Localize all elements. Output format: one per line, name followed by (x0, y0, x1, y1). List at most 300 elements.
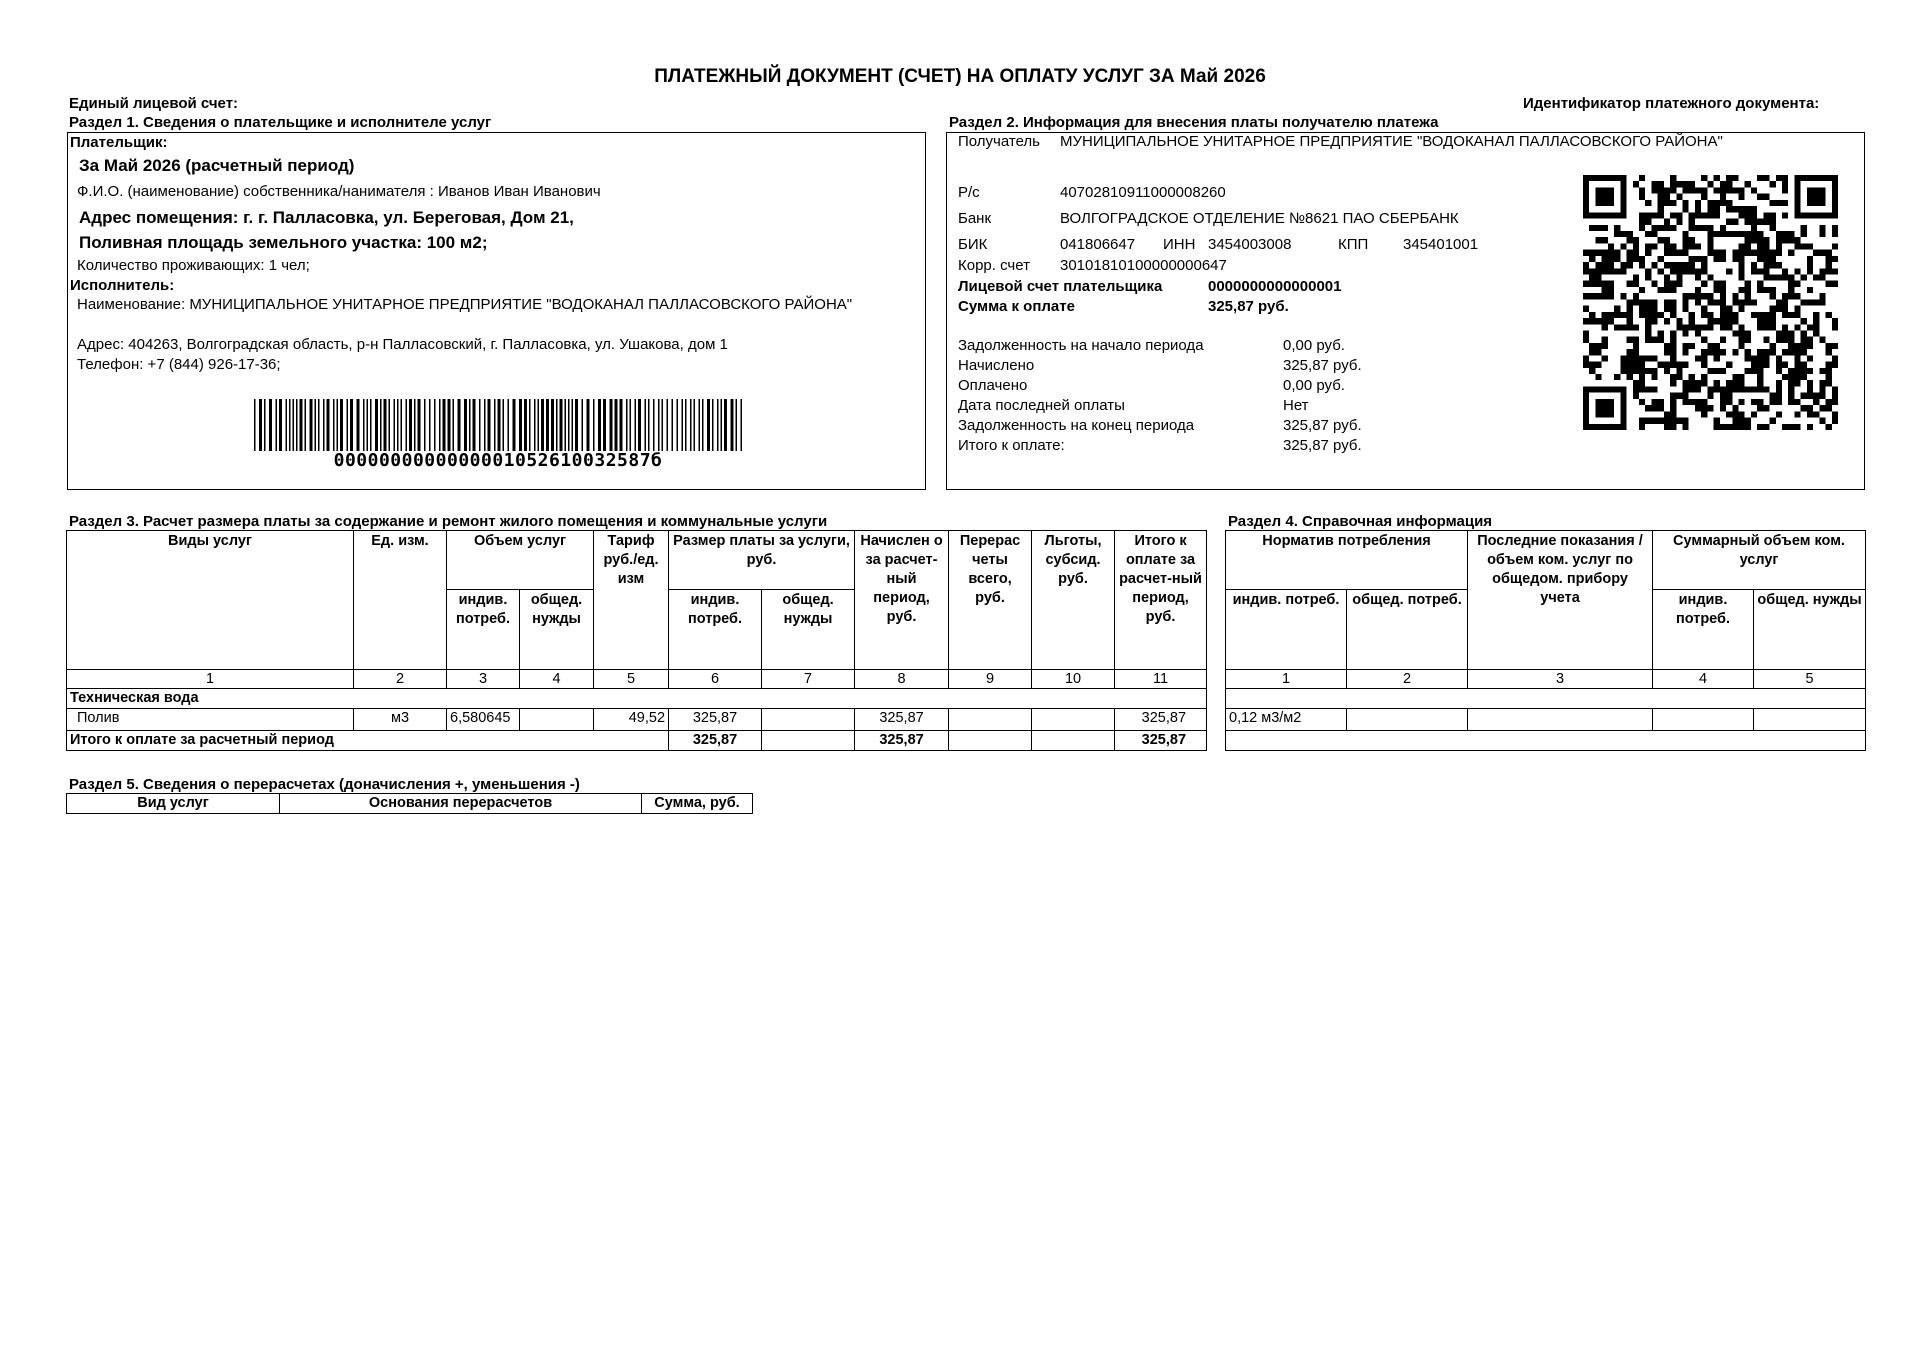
qr-module (1602, 355, 1608, 361)
qr-module (1608, 399, 1614, 405)
barcode-bar (458, 399, 461, 451)
payer-account-value: 0000000000000001 (1208, 278, 1342, 295)
charges-table (66, 530, 1207, 751)
qr-module (1726, 268, 1732, 274)
section3-title: Раздел 3. Расчет размера платы за содержание и ремонт жилого помещения и коммунальные услуги (69, 513, 828, 530)
qr-module (1776, 362, 1782, 368)
qr-module (1788, 393, 1794, 399)
qr-module (1782, 268, 1788, 274)
qr-module (1757, 250, 1763, 256)
qr-module (1757, 219, 1763, 225)
qr-module (1720, 368, 1726, 374)
qr-module (1664, 237, 1670, 243)
qr-module (1670, 200, 1676, 206)
qr-module (1689, 343, 1695, 349)
qr-module (1819, 405, 1825, 411)
qr-module (1583, 306, 1589, 312)
barcode-bar (662, 399, 664, 451)
payer-label: Плательщик: (70, 134, 168, 151)
qr-module (1689, 237, 1695, 243)
qr-module (1627, 318, 1633, 324)
qr-module (1620, 324, 1626, 330)
qr-module (1583, 318, 1589, 324)
qr-module (1645, 243, 1651, 249)
qr-module (1664, 281, 1670, 287)
qr-module (1651, 212, 1657, 218)
totals-total: 325,87 (1115, 731, 1207, 751)
qr-module (1757, 380, 1763, 386)
qr-module (1757, 424, 1763, 430)
qr-module (1683, 237, 1689, 243)
qr-module (1732, 424, 1738, 430)
qr-module (1602, 175, 1608, 181)
qr-module (1614, 268, 1620, 274)
qr-module (1738, 418, 1744, 424)
qr-module (1639, 418, 1645, 424)
qr-module (1763, 243, 1769, 249)
qr-module (1776, 411, 1782, 417)
qr-module (1782, 374, 1788, 380)
qr-module (1695, 399, 1701, 405)
qr-module (1595, 275, 1601, 281)
recalc-service-header: Вид услуг (67, 794, 280, 814)
qr-module (1707, 318, 1713, 324)
qr-module (1788, 275, 1794, 281)
qr-module (1732, 293, 1738, 299)
qr-module (1670, 405, 1676, 411)
qr-module (1813, 411, 1819, 417)
paid-label: Оплачено (958, 377, 1028, 394)
qr-module (1707, 206, 1713, 212)
barcode-bar (538, 399, 540, 451)
qr-module (1770, 306, 1776, 312)
qr-module (1645, 330, 1651, 336)
debt-start-label: Задолженность на начало периода (958, 337, 1204, 354)
qr-module (1695, 299, 1701, 305)
qr-module (1583, 175, 1589, 181)
qr-module (1595, 411, 1601, 417)
qr-module (1738, 411, 1744, 417)
qr-module (1794, 268, 1800, 274)
qr-module (1720, 299, 1726, 305)
qr-module (1819, 200, 1825, 206)
qr-module (1763, 337, 1769, 343)
qr-module (1614, 175, 1620, 181)
qr-module (1763, 424, 1769, 430)
qr-module (1689, 318, 1695, 324)
qr-module (1658, 312, 1664, 318)
qr-module (1595, 175, 1601, 181)
qr-module (1738, 424, 1744, 430)
qr-module (1589, 424, 1595, 430)
qr-module (1595, 262, 1601, 268)
barcode-bar (333, 399, 335, 451)
qr-module (1670, 374, 1676, 380)
qr-module (1620, 393, 1626, 399)
qr-module (1788, 250, 1794, 256)
barcode-bar (296, 399, 298, 451)
barcode-bar (568, 399, 570, 451)
qr-module (1639, 225, 1645, 231)
qr-module (1788, 424, 1794, 430)
barcode-bar (337, 399, 339, 451)
qr-module (1620, 231, 1626, 237)
row-charged: 325,87 (855, 709, 949, 731)
qr-module (1664, 418, 1670, 424)
qr-module (1651, 418, 1657, 424)
col-number: 1 (67, 670, 354, 689)
qr-module (1589, 250, 1595, 256)
barcode-bar (375, 399, 378, 451)
qr-module (1757, 256, 1763, 262)
barcode-bar (323, 399, 325, 451)
qr-module (1620, 386, 1626, 392)
qr-module (1738, 324, 1744, 330)
totals-charged: 325,87 (855, 731, 949, 751)
barcode-bar (264, 399, 266, 451)
qr-module (1738, 194, 1744, 200)
qr-module (1801, 275, 1807, 281)
qr-module (1826, 262, 1832, 268)
qr-module (1676, 219, 1682, 225)
qr-module (1807, 411, 1813, 417)
qr-module (1608, 293, 1614, 299)
qr-module (1595, 200, 1601, 206)
qr-module (1695, 287, 1701, 293)
qr-module (1701, 262, 1707, 268)
premises-address: Адрес помещения: г. г. Палласовка, ул. Береговая, Дом 21, (79, 208, 574, 227)
qr-module (1670, 225, 1676, 231)
qr-module (1583, 411, 1589, 417)
qr-module (1813, 399, 1819, 405)
qr-module (1751, 268, 1757, 274)
section2-title: Раздел 2. Информация для внесения платы получателю платежа (949, 114, 1439, 131)
qr-module (1726, 362, 1732, 368)
qr-module (1826, 281, 1832, 287)
qr-module (1745, 219, 1751, 225)
qr-module (1608, 187, 1614, 193)
qr-module (1807, 393, 1813, 399)
qr-module (1583, 399, 1589, 405)
qr-module (1664, 287, 1670, 293)
qr-module (1614, 324, 1620, 330)
barcode-bar (289, 399, 291, 451)
qr-module (1782, 349, 1788, 355)
qr-module (1776, 330, 1782, 336)
barcode-bar (667, 399, 669, 451)
qr-module (1670, 418, 1676, 424)
barcode-bar (560, 399, 563, 451)
qr-module (1776, 175, 1782, 181)
qr-module (1770, 287, 1776, 293)
qr-module (1583, 281, 1589, 287)
qr-module (1683, 206, 1689, 212)
barcode-bar (363, 399, 365, 451)
qr-module (1583, 424, 1589, 430)
qr-module (1776, 337, 1782, 343)
qr-module (1745, 330, 1751, 336)
qr-module (1595, 318, 1601, 324)
qr-module (1627, 281, 1633, 287)
qr-module (1745, 386, 1751, 392)
barcode-bar (685, 399, 687, 451)
totals-recalc (949, 731, 1032, 751)
qr-module (1676, 262, 1682, 268)
qr-module (1627, 374, 1633, 380)
qr-module (1620, 175, 1626, 181)
barcode-bar (448, 399, 451, 451)
qr-module (1751, 312, 1757, 318)
col-recalc-header: Перерас четы всего, руб. (949, 531, 1032, 670)
qr-module (1807, 380, 1813, 386)
qr-module (1763, 318, 1769, 324)
qr-module (1670, 399, 1676, 405)
qr-module (1782, 237, 1788, 243)
qr-module (1788, 337, 1794, 343)
row-unit: м3 (354, 709, 447, 731)
qr-module (1745, 293, 1751, 299)
qr-module (1738, 299, 1744, 305)
qr-module (1583, 393, 1589, 399)
qr-module (1782, 306, 1788, 312)
barcode-bar (279, 399, 282, 451)
qr-module (1689, 187, 1695, 193)
qr-module (1763, 175, 1769, 181)
qr-module (1645, 312, 1651, 318)
qr-module (1689, 293, 1695, 299)
qr-module (1651, 368, 1657, 374)
barcode-bar (546, 399, 549, 451)
qr-module (1695, 330, 1701, 336)
qr-module (1782, 312, 1788, 318)
qr-module (1832, 200, 1838, 206)
qr-module (1683, 250, 1689, 256)
qr-module (1683, 418, 1689, 424)
qr-module (1801, 393, 1807, 399)
qr-module (1651, 355, 1657, 361)
qr-module (1683, 386, 1689, 392)
barcode-bar (305, 399, 307, 451)
qr-module (1651, 243, 1657, 249)
qr-module (1664, 411, 1670, 417)
qr-module (1714, 187, 1720, 193)
qr-module (1757, 281, 1763, 287)
qr-module (1826, 312, 1832, 318)
qr-module (1595, 405, 1601, 411)
qr-module (1732, 386, 1738, 392)
qr-module (1602, 343, 1608, 349)
qr-module (1602, 312, 1608, 318)
sum-volume-header: Суммарный объем ком. услуг (1653, 531, 1866, 590)
qr-module (1720, 312, 1726, 318)
qr-module (1602, 424, 1608, 430)
qr-module (1633, 337, 1639, 343)
qr-code-image (1583, 175, 1838, 430)
qr-module (1807, 355, 1813, 361)
qr-module (1776, 393, 1782, 399)
qr-module (1807, 194, 1813, 200)
qr-module (1683, 268, 1689, 274)
kpp-label: КПП (1338, 236, 1369, 253)
norm-indiv-header: индив. потреб. (1226, 590, 1347, 670)
barcode-bar (397, 399, 399, 451)
qr-module (1826, 212, 1832, 218)
qr-module (1589, 225, 1595, 231)
col-tariff-header: Тариф руб./ед. изм (594, 531, 669, 670)
debt-start-value: 0,00 руб. (1283, 337, 1345, 354)
qr-module (1770, 250, 1776, 256)
qr-module (1832, 393, 1838, 399)
qr-module (1608, 424, 1614, 430)
qr-module (1664, 243, 1670, 249)
qr-module (1714, 299, 1720, 305)
qr-module (1757, 349, 1763, 355)
vol-common-header: общед. нужды (520, 590, 594, 670)
qr-module (1595, 386, 1601, 392)
qr-module (1683, 362, 1689, 368)
qr-module (1676, 268, 1682, 274)
qr-module (1714, 424, 1720, 430)
qr-module (1788, 281, 1794, 287)
qr-module (1726, 312, 1732, 318)
table-row (67, 709, 1207, 731)
last-payment-value: Нет (1283, 397, 1309, 414)
qr-module (1794, 399, 1800, 405)
qr-module (1801, 368, 1807, 374)
qr-module (1751, 206, 1757, 212)
qr-module (1794, 362, 1800, 368)
qr-module (1670, 287, 1676, 293)
qr-module (1813, 194, 1819, 200)
barcode-bar (473, 399, 476, 451)
qr-module (1770, 275, 1776, 281)
qr-module (1595, 194, 1601, 200)
qr-module (1819, 293, 1825, 299)
qr-module (1819, 368, 1825, 374)
qr-module (1683, 262, 1689, 268)
qr-module (1794, 368, 1800, 374)
qr-module (1645, 231, 1651, 237)
qr-module (1732, 256, 1738, 262)
qr-module (1608, 250, 1614, 256)
qr-module (1695, 293, 1701, 299)
qr-module (1589, 175, 1595, 181)
qr-module (1813, 318, 1819, 324)
qr-module (1658, 225, 1664, 231)
barcode-bar (293, 399, 295, 451)
qr-module (1683, 181, 1689, 187)
qr-module (1589, 318, 1595, 324)
qr-module (1770, 399, 1776, 405)
qr-module (1720, 281, 1726, 287)
qr-module (1738, 256, 1744, 262)
qr-module (1745, 368, 1751, 374)
barcode-bar (318, 399, 320, 451)
qr-module (1620, 262, 1626, 268)
qr-module (1819, 212, 1825, 218)
qr-module (1732, 312, 1738, 318)
qr-module (1801, 349, 1807, 355)
paid-value: 0,00 руб. (1283, 377, 1345, 394)
barcode-bar (712, 399, 714, 451)
col-number: 11 (1115, 670, 1207, 689)
qr-module (1832, 386, 1838, 392)
qr-module (1819, 393, 1825, 399)
qr-module (1620, 206, 1626, 212)
qr-module (1701, 374, 1707, 380)
qr-module (1751, 411, 1757, 417)
qr-module (1602, 194, 1608, 200)
qr-module (1745, 231, 1751, 237)
qr-module (1720, 187, 1726, 193)
recipient-label: Получатель (958, 133, 1040, 150)
qr-module (1620, 312, 1626, 318)
qr-module (1583, 206, 1589, 212)
qr-module (1701, 380, 1707, 386)
qr-module (1583, 405, 1589, 411)
debt-end-label: Задолженность на конец периода (958, 417, 1195, 434)
qr-module (1695, 187, 1701, 193)
billing-period: За Май 2026 (расчетный период) (79, 156, 355, 175)
qr-module (1701, 312, 1707, 318)
col-number: 1 (1226, 670, 1347, 689)
inn-label: ИНН (1163, 236, 1196, 253)
qr-module (1751, 262, 1757, 268)
qr-module (1788, 374, 1794, 380)
qr-module (1651, 312, 1657, 318)
qr-module (1794, 181, 1800, 187)
qr-module (1738, 386, 1744, 392)
barcode-bar (626, 399, 628, 451)
qr-module (1770, 200, 1776, 206)
barcode-image (254, 399, 742, 451)
qr-module (1633, 324, 1639, 330)
qr-module (1689, 312, 1695, 318)
qr-module (1639, 362, 1645, 368)
qr-module (1658, 330, 1664, 336)
qr-module (1819, 225, 1825, 231)
barcode-bar (315, 399, 317, 451)
qr-module (1689, 243, 1695, 249)
qr-module (1608, 262, 1614, 268)
qr-module (1751, 237, 1757, 243)
qr-module (1620, 268, 1626, 274)
qr-module (1627, 262, 1633, 268)
vol-indiv-header: индив. потреб. (447, 590, 520, 670)
qr-module (1658, 287, 1664, 293)
qr-module (1664, 219, 1670, 225)
barcode-bar (443, 399, 446, 451)
qr-module (1714, 281, 1720, 287)
qr-module (1701, 411, 1707, 417)
qr-module (1645, 275, 1651, 281)
qr-module (1745, 212, 1751, 218)
qr-module (1608, 194, 1614, 200)
qr-module (1794, 374, 1800, 380)
qr-module (1614, 386, 1620, 392)
qr-module (1732, 405, 1738, 411)
qr-module (1689, 374, 1695, 380)
last-readings-value (1468, 709, 1653, 731)
qr-module (1826, 368, 1832, 374)
sum-common-header: общед. нужды (1754, 590, 1866, 670)
qr-module (1738, 330, 1744, 336)
barcode-bar (464, 399, 467, 451)
qr-module (1695, 405, 1701, 411)
qr-module (1608, 175, 1614, 181)
barcode-bar (721, 399, 723, 451)
qr-module (1695, 200, 1701, 206)
